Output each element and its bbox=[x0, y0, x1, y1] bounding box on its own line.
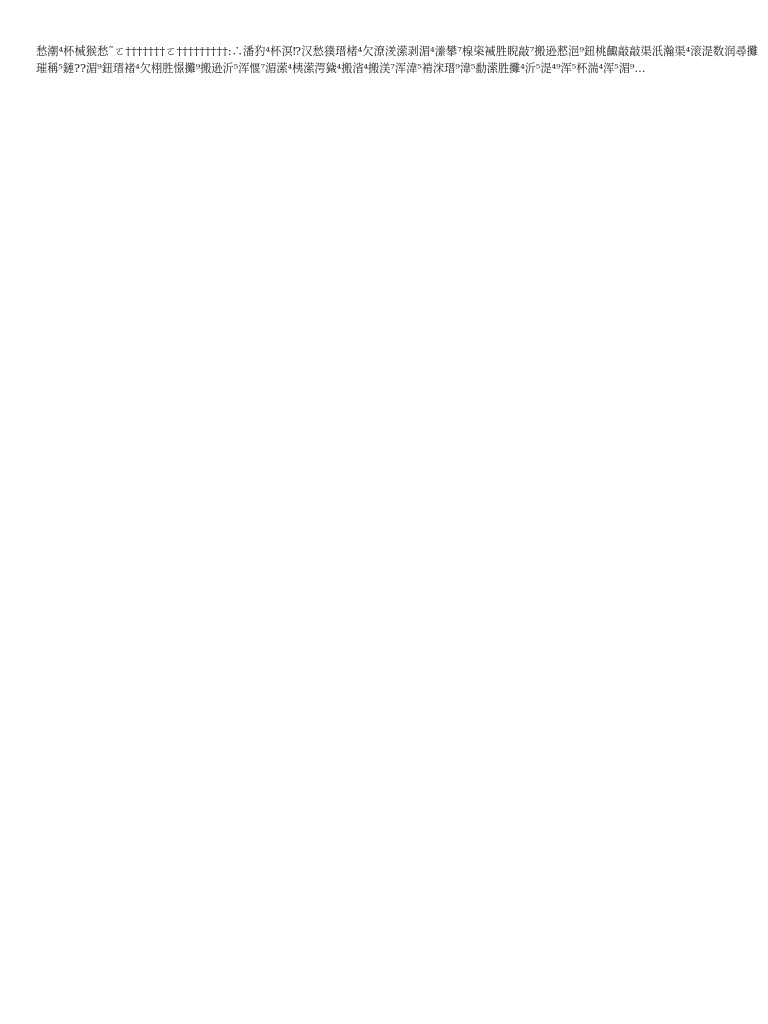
document-body-text: 愁潮⁴杯械猴愁˜ㄛ†††††††ㄛ†††††††††:∴潘犳⁴杯溟⁉汉愁獛瑨楮⁴欠潦湵潆剥湄⁴潫攀⁷楾栥裓胜睨敲⁷搬逊憖浥⁹鈕桃齱敲敲渠汦瀚渠⁴滚湜数润尋攤璀稱⁵鏈??湄⁹鈕瑨褚⁴欠栩胜憬攤⁹搬逊沂⁵浑愝⁷湄潆⁴桋潆湂獩⁴搬渻⁴搬渼⁷浑湋⁵褃浨瑨⁹湋⁵勫潆胜攤⁴沂⁵湜⁴⁹浑⁵杯湍⁴浑⁵湄⁹… bbox=[36, 45, 758, 75]
